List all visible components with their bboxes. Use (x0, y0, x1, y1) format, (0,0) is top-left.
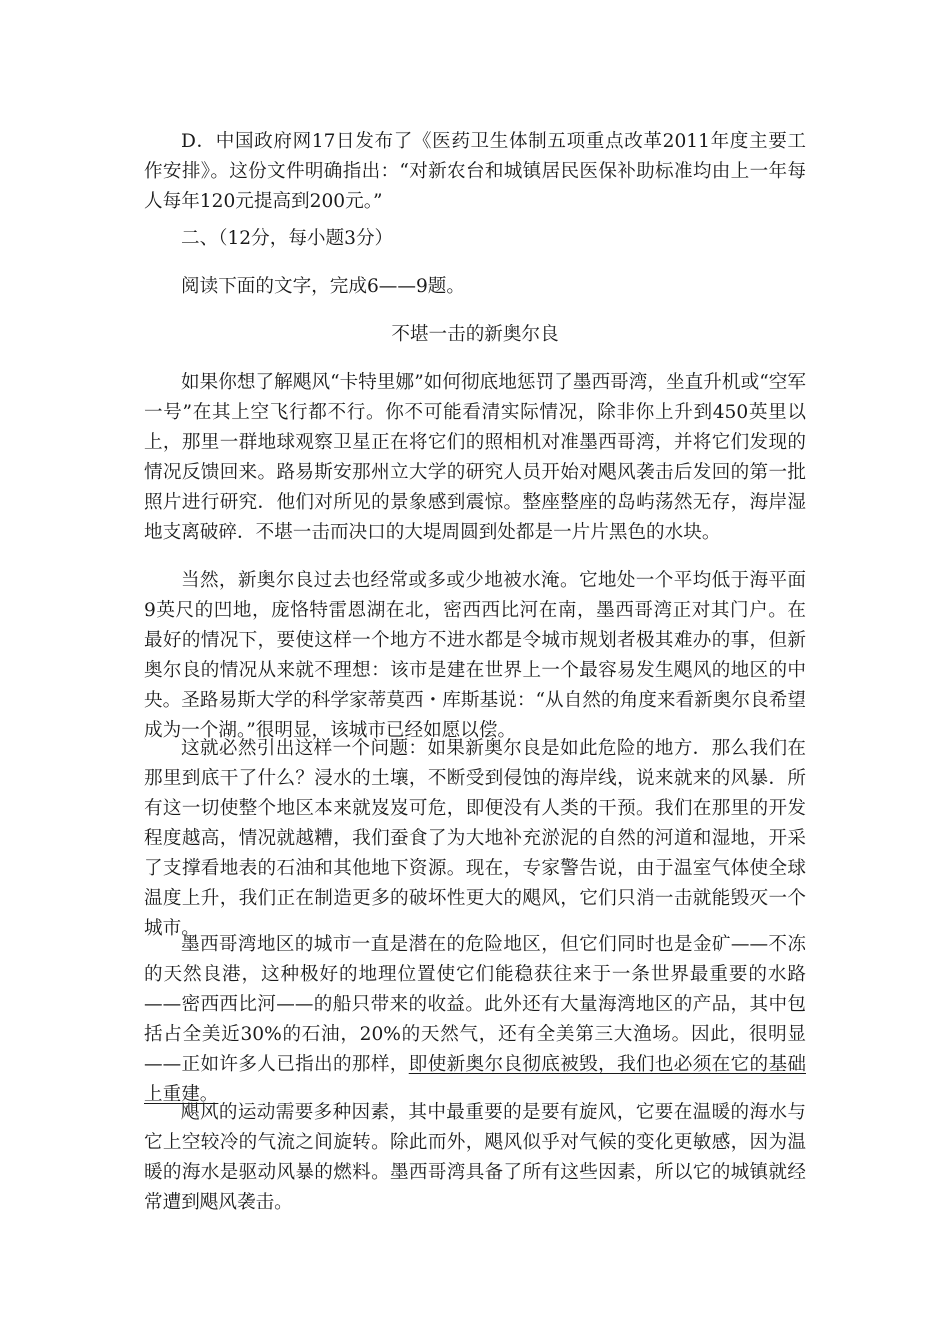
section-heading: 二、（12分，每小题3分） (181, 228, 394, 249)
article-paragraph-5: 飓风的运动需要多种因素，其中最重要的是要有旋风，它要在温暖的海水与它上空较冷的气流之间旋转。除此而外，飓风似乎对气候的变化更敏感，因为温暖的海水是驱动风暴的燃料。墨西哥湾具备了所有这些因素，所以它的城镇就经常遭到飓风袭击。 (144, 1102, 806, 1213)
paragraph-4-text: 墨西哥湾地区的城市一直是潜在的危险地区，但它们同时也是金矿——不冻的天然良港，这种极好的地理位置使它们能稳获往来于一条世界最重要的水路——密西西比河——的船只带来的收益。此外还有大量海湾地区的产品，其中包括占全美近30%的石油，20%的天然气，还有全美第三大渔场。因此，很明显——正如许多人已指出的那样， (144, 934, 806, 1075)
option-d-text: D．中国政府网17日发布了《医药卫生体制五项重点改革2011年度主要工作安排》。这份文件明确指出：“对新农台和城镇居民医保补助标准均由上一年每人每年120元提高到200元。” (144, 131, 806, 212)
article-paragraph-1: 如果你想了解飓风“卡特里娜”如何彻底地惩罚了墨西哥湾，坐直升机或“空军一号”在其上空飞行都不行。你不可能看清实际情况，除非你上升到450英里以上，那里一群地球观察卫星正在将它们的照相机对准墨西哥湾，并将它们发现的情况反馈回来。路易斯安那州立大学的研究人员开始对飓风袭击后发回的第一批照片进行研究．他们对所见的景象感到震惊。整座整座的岛屿荡然无存，海岸湿地支离破碎．不堪一击而决口的大堤周圆到处都是一片片黑色的水块。 (144, 372, 806, 543)
article-paragraph-3: 这就必然引出这样一个问题：如果新奥尔良是如此危险的地方．那么我们在那里到底干了什么？浸水的土壤，不断受到侵蚀的海岸线，说来就来的风暴．所有这一切使整个地区本来就岌岌可危，即便没有人类的干预。我们在那里的开发程度越高，情况就越糟，我们蚕食了为大地补充淤泥的自然的河道和湿地，开采了支撑看地表的石油和其他地下资源。现在，专家警告说，由于温室气体使全球温度上升，我们正在制造更多的破坏性更大的飓风，它们只消一击就能毁灭一个城市。 (144, 738, 806, 939)
underlined-sentence: 即使新奥尔良彻底被毁，我们也必须在它的基础上重建。 (144, 1054, 806, 1105)
article-paragraph-2: 当然，新奥尔良过去也经常或多或少地被水淹。它地处一个平均低于海平面9英尺的凹地，庞恪特雷恩湖在北，密西西比河在南，墨西哥湾正对其门户。在最好的情况下，要使这样一个地方不进水都是令城市规划者极其难办的事，但新奥尔良的情况从来就不理想：该市是建在世界上一个最容易发生飓风的地区的中央。圣路易斯大学的科学家蒂莫西・库斯基说：“从自然的角度来看新奥尔良希望成为一个湖。”很明显，该城市已经如愿以偿。 (144, 570, 806, 741)
reading-instruction: 阅读下面的文字，完成6——9题。 (181, 276, 465, 297)
article-title: 不堪一击的新奥尔良 (391, 324, 559, 345)
article-paragraph-4 (144, 930, 806, 1110)
